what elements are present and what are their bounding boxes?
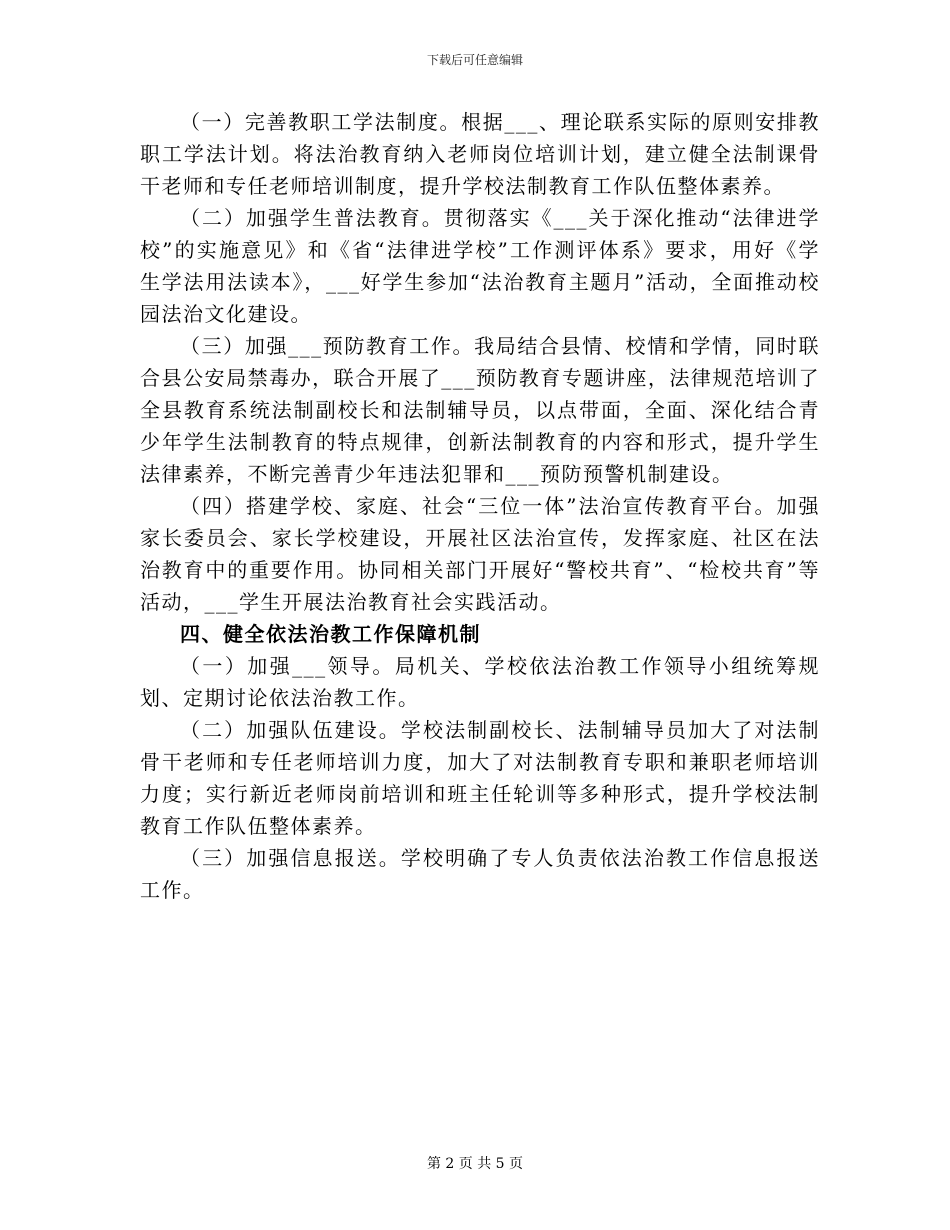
page-header: 下载后可任意编辑 [426,53,523,67]
paragraph-3: （三）加强___预防教育工作。我局结合县情、校情和学情，同时联合县公安局禁毒办，联合开展了___预防教育专题讲座，法律规范培训了全县教育系统法制副校长和法制辅导员，以点带面，全面、深化结合青少年学生法制教育的特点规律，创新法制教育的内容和形式，提升学生法律素养，不断完善青少年违法犯罪和___预防预警机制建设。 [140,334,820,486]
paragraph-2: （二）加强学生普法教育。贯彻落实《___关于深化推动“法律进学校”的实施意见》和《省“法律进学校”工作测评体系》要求，用好《学生学法用法读本》，___好学生参加“法治教育主题月”活动，全面推动校园法治文化建设。 [140,206,820,326]
paragraph-1: （一）完善教职工学法制度。根据___、理论联系实际的原则安排教职工学法计划。将法治教育纳入老师岗位培训计划，建立健全法制课骨干老师和专任老师培训制度，提升学校法制教育工作队伍整体素养。 [140,110,820,198]
section-paragraph-2: （二）加强队伍建设。学校法制副校长、法制辅导员加大了对法制骨干老师和专任老师培训力度，加大了对法制教育专职和兼职老师培训力度；实行新近老师岗前培训和班主任轮训等多种形式，提升学校法制教育工作队伍整体素养。 [140,718,820,838]
page-number: 第 2 页 共 5 页 [426,1156,524,1172]
section-heading: 四、健全依法治教工作保障机制 [180,622,481,646]
section-paragraph-1: （一）加强___领导。局机关、学校依法治教工作领导小组统筹规划、定期讨论依法治教工作。 [140,654,820,710]
paragraph-4: （四）搭建学校、家庭、社会“三位一体”法治宣传教育平台。加强家长委员会、家长学校建设，开展社区法治宣传，发挥家庭、社区在法治教育中的重要作用。协同相关部门开展好“警校共育”、“检校共育”等活动，___学生开展法治教育社会实践活动。 [140,494,820,614]
document-body [140,106,820,906]
section-paragraph-3: （三）加强信息报送。学校明确了专人负责依法治教工作信息报送工作。 [140,846,820,902]
